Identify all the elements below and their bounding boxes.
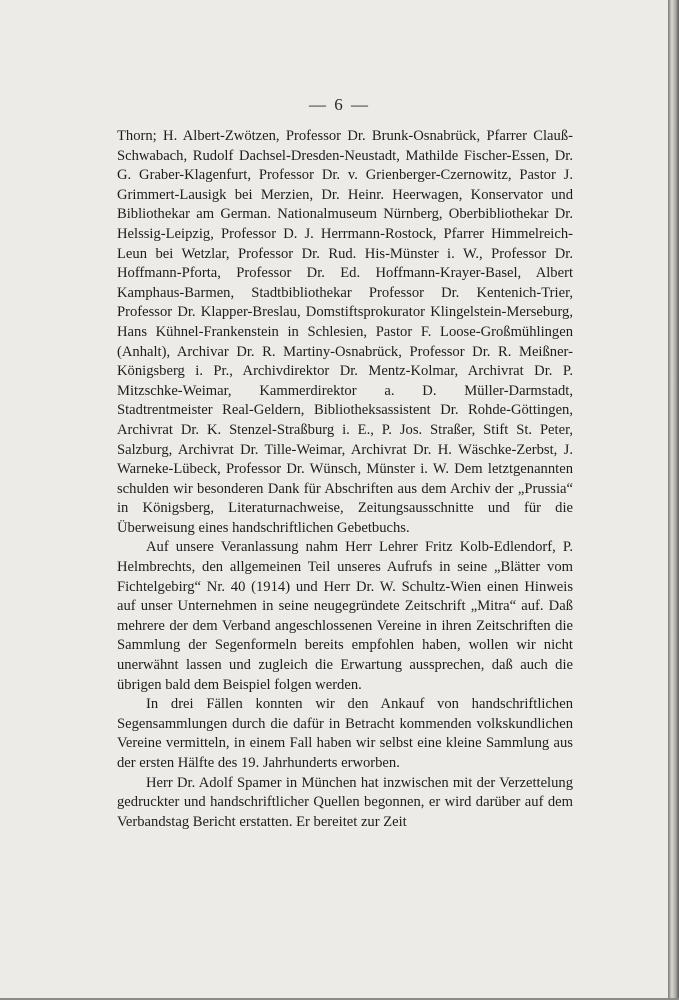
paragraph-spamer: Herr Dr. Adolf Spamer in München hat inzwischen mit der Verzettelung gedruckter und handschriftlicher Quellen begonnen, er wird darüber auf dem Verbandstag Bericht erstatten. Er bereitet zur Zeit (117, 774, 573, 830)
page-number: — 6 — (309, 95, 370, 114)
paragraph-contributors: Thorn; H. Albert-Zwötzen, Professor Dr. Brunk-Osnabrück, Pfarrer Clauß-Schwabach, Rudolf Dachsel-Dresden-Neustadt, Mathilde Fischer-Essen, Dr. G. Graber-Klagenfurt, Professor Dr. v. Grienberger-Czernowitz, Pastor J. Grimmert-Lausigk bei Merzien, Dr. Heinr. Heerwagen, Konservator und Bibliothekar am German. Nationalmuseum Nürnberg, Oberbibliothekar Dr. Helssig-Leipzig, Professor D. J. Herrmann-Rostock, Pfarrer Himmelreich-Leun bei Wetzlar, Professor Dr. Rud. His-Münster i. W., Professor Dr. Hoffmann-Pforta, Professor Dr. Ed. Hoffmann-Krayer-Basel, Albert Kamphaus-Barmen, Stadtbibliothekar Professor Dr. Kentenich-Trier, Professor Dr. Klapper-Breslau, Domstiftsprokurator Klingelstein-Merseburg, Hans Kühnel-Frankenstein in Schlesien, Pastor F. Loose-Großmühlingen (Anhalt), Archivar Dr. R. Martiny-Osnabrück, Professor Dr. R. Meißner-Königsberg i. Pr., Archivdirektor Dr. Mentz-Kolmar, Archivrat Dr. P. Mitzschke-Weimar, Kammerdirektor a. D. Müller-Darmstadt, Stadtrentmeister Real-Geldern, Bibliotheksassistent Dr. Rohde-Göttingen, Archivrat Dr. K. Stenzel-Straßburg i. E., P. Jos. Straßer, Stift St. Peter, Salzburg, Archivrat Dr. Tille-Weimar, Archivrat Dr. H. Wäschke-Zerbst, J. Warneke-Lübeck, Professor Dr. Wünsch, Münster i. W. Dem letztgenannten schulden wir besonderen Dank für Abschriften aus dem Archiv der „Prussia“ in Königsberg, Literaturnachweise, Zeitungsausschnitte und für die Überweisung eines handschriftlichen Gebetbuchs. (117, 128, 573, 536)
page-edge (668, 0, 679, 1000)
paragraph-acquisitions: In drei Fällen konnten wir den Ankauf von handschriftlichen Segensammlungen durch die dafür in Betracht kommenden volkskundlichen Vereine vermitteln, in einem Fall haben wir selbst eine kleine Sammlung aus der ersten Hälfte des 19. Jahrhunderts erworben. (117, 696, 573, 771)
body-text (117, 127, 573, 832)
paragraph-publicity: Auf unsere Veranlassung nahm Herr Lehrer Fritz Kolb-Edlendorf, P. Helmbrechts, den allgemeinen Teil unseres Aufrufs in seine „Blätter vom Fichtelgebirg“ Nr. 40 (1914) und Herr Dr. W. Schultz-Wien einen Hinweis auf unser Unternehmen in seine neugegründete Zeitschrift „Mitra“ auf. Daß mehrere der dem Verband angeschlossenen Vereine in ihren Zeitschriften die Sammlung der Segenformeln bereits empfohlen haben, wollen wir nicht unerwähnt lassen und zugleich die Erwartung aussprechen, daß auch die übrigen bald dem Beispiel folgen werden. (117, 539, 573, 693)
